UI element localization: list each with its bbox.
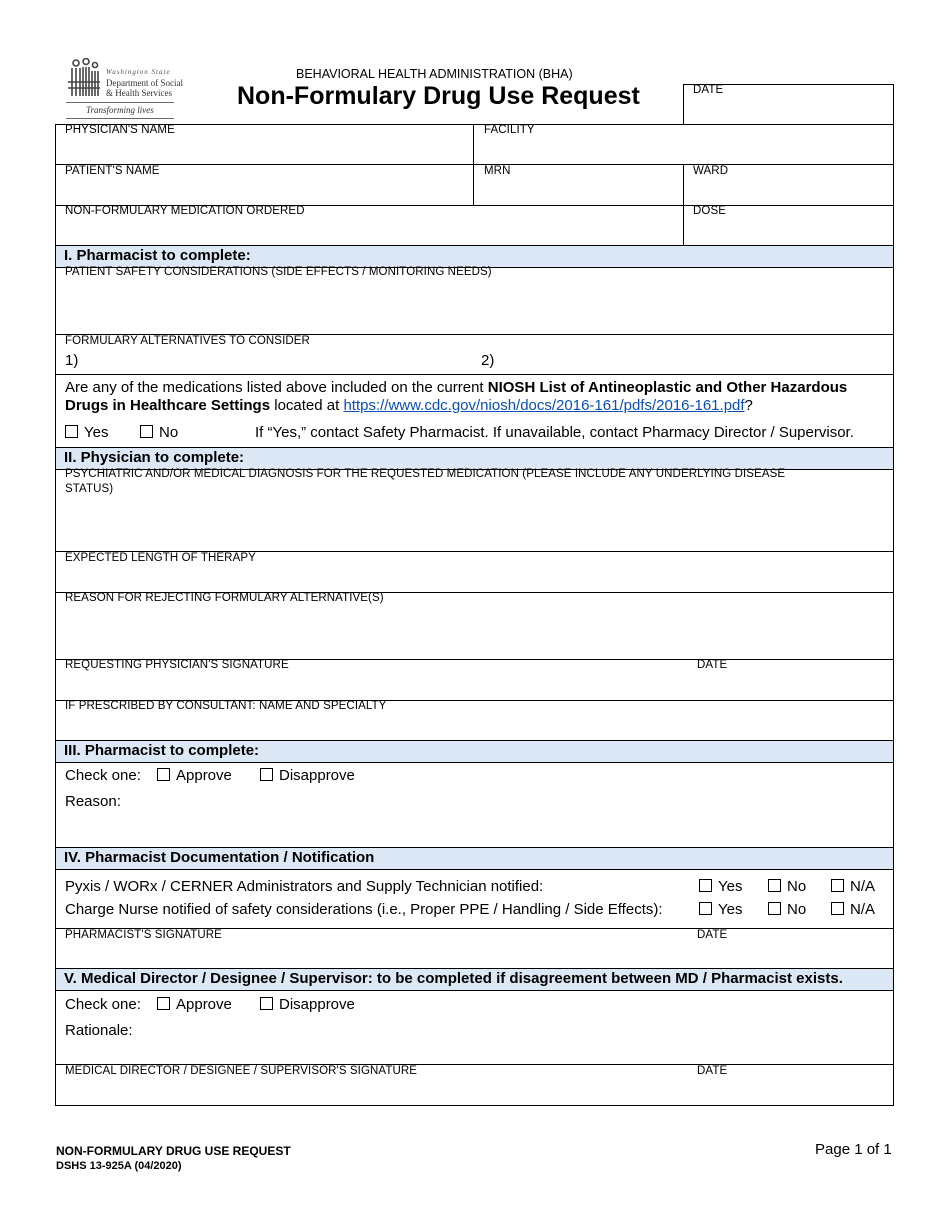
reason-field[interactable] bbox=[56, 607, 892, 658]
md-disapprove-option[interactable] bbox=[260, 996, 355, 1013]
niosh-bold-2: Drugs in Healthcare Settings bbox=[65, 397, 271, 414]
no-label: No bbox=[159, 424, 179, 441]
mrn-label: MRN bbox=[484, 165, 511, 177]
logo-dept-2: & Health Services bbox=[106, 88, 172, 98]
niosh-end: ? bbox=[744, 397, 753, 414]
section-5-header: V. Medical Director / Designee / Supervisor: to be completed if disagreement between MD / Pharmacist exists. bbox=[56, 968, 893, 991]
md-check-one-label: Check one: bbox=[65, 996, 141, 1013]
pyxis-yes-option[interactable] bbox=[699, 878, 742, 895]
niosh-question bbox=[65, 379, 887, 415]
rationale-label: Rationale: bbox=[65, 1022, 133, 1039]
footer-page: Page 1 of 1 bbox=[815, 1141, 892, 1158]
dshs-logo bbox=[62, 58, 183, 120]
disapprove-label: Disapprove bbox=[279, 996, 355, 1013]
checkbox-icon[interactable] bbox=[260, 768, 273, 781]
yes-label: Yes bbox=[718, 901, 743, 918]
checkbox-icon[interactable] bbox=[831, 879, 844, 892]
disapprove-option[interactable] bbox=[260, 767, 355, 784]
niosh-bold-1: NIOSH List of Antineoplastic and Other Hazardous bbox=[487, 379, 848, 396]
safety-label: PATIENT SAFETY CONSIDERATIONS (SIDE EFFECTS / MONITORING NEEDS) bbox=[65, 266, 492, 278]
checkbox-icon[interactable] bbox=[140, 425, 153, 438]
safety-field[interactable] bbox=[56, 282, 892, 332]
dose-field[interactable] bbox=[684, 219, 892, 244]
check-one-label: Check one: bbox=[65, 767, 141, 784]
no-label: No bbox=[787, 901, 807, 918]
checkbox-icon[interactable] bbox=[260, 997, 273, 1010]
diagnosis-label-1: PSYCHIATRIC AND/OR MEDICAL DIAGNOSIS FOR THE REQUESTED MEDICATION (PLEASE INCLUDE ANY UNDERLYING DISEASE bbox=[65, 468, 786, 480]
approve-option[interactable] bbox=[157, 767, 232, 784]
patient-name-field[interactable] bbox=[56, 179, 472, 204]
physician-signature-field[interactable] bbox=[56, 674, 676, 699]
rationale-field[interactable] bbox=[145, 1022, 890, 1062]
checkbox-icon[interactable] bbox=[768, 902, 781, 915]
patient-name-label: PATIENT'S NAME bbox=[65, 165, 160, 177]
ward-label: WARD bbox=[693, 165, 729, 177]
diagnosis-label-2: STATUS) bbox=[65, 483, 114, 495]
alternatives-label: FORMULARY ALTERNATIVES TO CONSIDER bbox=[65, 335, 310, 347]
alternative-2[interactable]: 2) bbox=[481, 352, 495, 369]
niosh-note: If “Yes,” contact Safety Pharmacist. If unavailable, contact Pharmacy Director / Supervisor. bbox=[255, 424, 854, 441]
nurse-na-option[interactable] bbox=[831, 901, 875, 918]
logo-tagline: Transforming lives bbox=[86, 105, 154, 115]
checkbox-icon[interactable] bbox=[831, 902, 844, 915]
md-date-field[interactable] bbox=[690, 1079, 890, 1103]
page-title: Non-Formulary Drug Use Request bbox=[237, 82, 640, 110]
footer-form-number: DSHS 13-925A (04/2020) bbox=[56, 1160, 182, 1172]
section-1-header: I. Pharmacist to complete: bbox=[56, 245, 893, 268]
no-label: No bbox=[787, 878, 807, 895]
checkbox-icon[interactable] bbox=[768, 879, 781, 892]
pharmacist-signature-field[interactable] bbox=[56, 943, 676, 967]
medication-label: NON-FORMULARY MEDICATION ORDERED bbox=[65, 205, 305, 217]
physician-date-field[interactable] bbox=[690, 674, 890, 699]
nurse-no-option[interactable] bbox=[768, 901, 806, 918]
checkbox-icon[interactable] bbox=[157, 997, 170, 1010]
section-4-header: IV. Pharmacist Documentation / Notification bbox=[56, 847, 893, 870]
niosh-no-option[interactable] bbox=[140, 424, 178, 441]
facility-field[interactable] bbox=[474, 138, 892, 163]
reason-label: REASON FOR REJECTING FORMULARY ALTERNATIVE(S) bbox=[65, 592, 384, 604]
pharmacist-date-field[interactable] bbox=[690, 943, 890, 967]
mrn-field[interactable] bbox=[474, 179, 682, 204]
md-date-label: DATE bbox=[697, 1065, 728, 1077]
medication-field[interactable] bbox=[56, 219, 682, 244]
pyxis-notified-label: Pyxis / WORx / CERNER Administrators and Supply Technician notified: bbox=[65, 878, 544, 895]
nurse-yes-option[interactable] bbox=[699, 901, 742, 918]
section-2-header: II. Physician to complete: bbox=[56, 447, 893, 470]
md-approve-option[interactable] bbox=[157, 996, 232, 1013]
physician-name-field[interactable] bbox=[56, 138, 472, 163]
nurse-notified-label: Charge Nurse notified of safety considerations (i.e., Proper PPE / Handling / Side Effects): bbox=[65, 901, 663, 918]
na-label: N/A bbox=[850, 878, 876, 895]
yes-label: Yes bbox=[718, 878, 743, 895]
checkbox-icon[interactable] bbox=[699, 902, 712, 915]
pharmacist-signature-label: PHARMACIST'S SIGNATURE bbox=[65, 929, 222, 941]
physician-date-label: DATE bbox=[697, 659, 728, 671]
disapprove-label: Disapprove bbox=[279, 767, 355, 784]
niosh-yes-option[interactable] bbox=[65, 424, 108, 441]
family-logo-icon bbox=[66, 58, 102, 100]
dose-label: DOSE bbox=[693, 205, 726, 217]
na-label: N/A bbox=[850, 901, 876, 918]
reason-text-label: Reason: bbox=[65, 793, 121, 810]
yes-label: Yes bbox=[84, 424, 109, 441]
niosh-link[interactable]: https://www.cdc.gov/niosh/docs/2016-161/pdfs/2016-161.pdf bbox=[343, 397, 745, 414]
pharmacist-date-label: DATE bbox=[697, 929, 728, 941]
length-field[interactable] bbox=[56, 566, 892, 591]
physician-signature-label: REQUESTING PHYSICIAN'S SIGNATURE bbox=[65, 659, 289, 671]
alternative-1[interactable]: 1) bbox=[65, 352, 79, 369]
physician-name-label: PHYSICIAN'S NAME bbox=[65, 124, 175, 136]
approve-label: Approve bbox=[176, 996, 232, 1013]
pyxis-na-option[interactable] bbox=[831, 878, 875, 895]
diagnosis-field[interactable] bbox=[56, 498, 892, 550]
md-signature-field[interactable] bbox=[56, 1079, 676, 1103]
consultant-label: IF PRESCRIBED BY CONSULTANT: NAME AND SPECIALTY bbox=[65, 700, 387, 712]
ward-field[interactable] bbox=[684, 179, 892, 204]
consultant-field[interactable] bbox=[56, 715, 892, 739]
logo-state: Washington State bbox=[106, 68, 171, 76]
facility-label: FACILITY bbox=[484, 124, 535, 136]
reason-text-field[interactable] bbox=[130, 793, 890, 843]
length-label: EXPECTED LENGTH OF THERAPY bbox=[65, 552, 256, 564]
niosh-q1: Are any of the medications listed above included on the current bbox=[65, 379, 488, 396]
footer-form-name: NON-FORMULARY DRUG USE REQUEST bbox=[56, 1144, 291, 1158]
logo-dept-1: Department of Social bbox=[106, 78, 183, 88]
md-signature-label: MEDICAL DIRECTOR / DESIGNEE / SUPERVISOR'S SIGNATURE bbox=[65, 1065, 418, 1077]
section-3-header: III. Pharmacist to complete: bbox=[56, 740, 893, 763]
checkbox-icon[interactable] bbox=[157, 768, 170, 781]
header-date-label: DATE bbox=[693, 84, 724, 96]
approve-label: Approve bbox=[176, 767, 232, 784]
niosh-q2: located at bbox=[270, 397, 344, 414]
checkbox-icon[interactable] bbox=[699, 879, 712, 892]
agency-name: BEHAVIORAL HEALTH ADMINISTRATION (BHA) bbox=[296, 67, 573, 81]
checkbox-icon[interactable] bbox=[65, 425, 78, 438]
pyxis-no-option[interactable] bbox=[768, 878, 806, 895]
